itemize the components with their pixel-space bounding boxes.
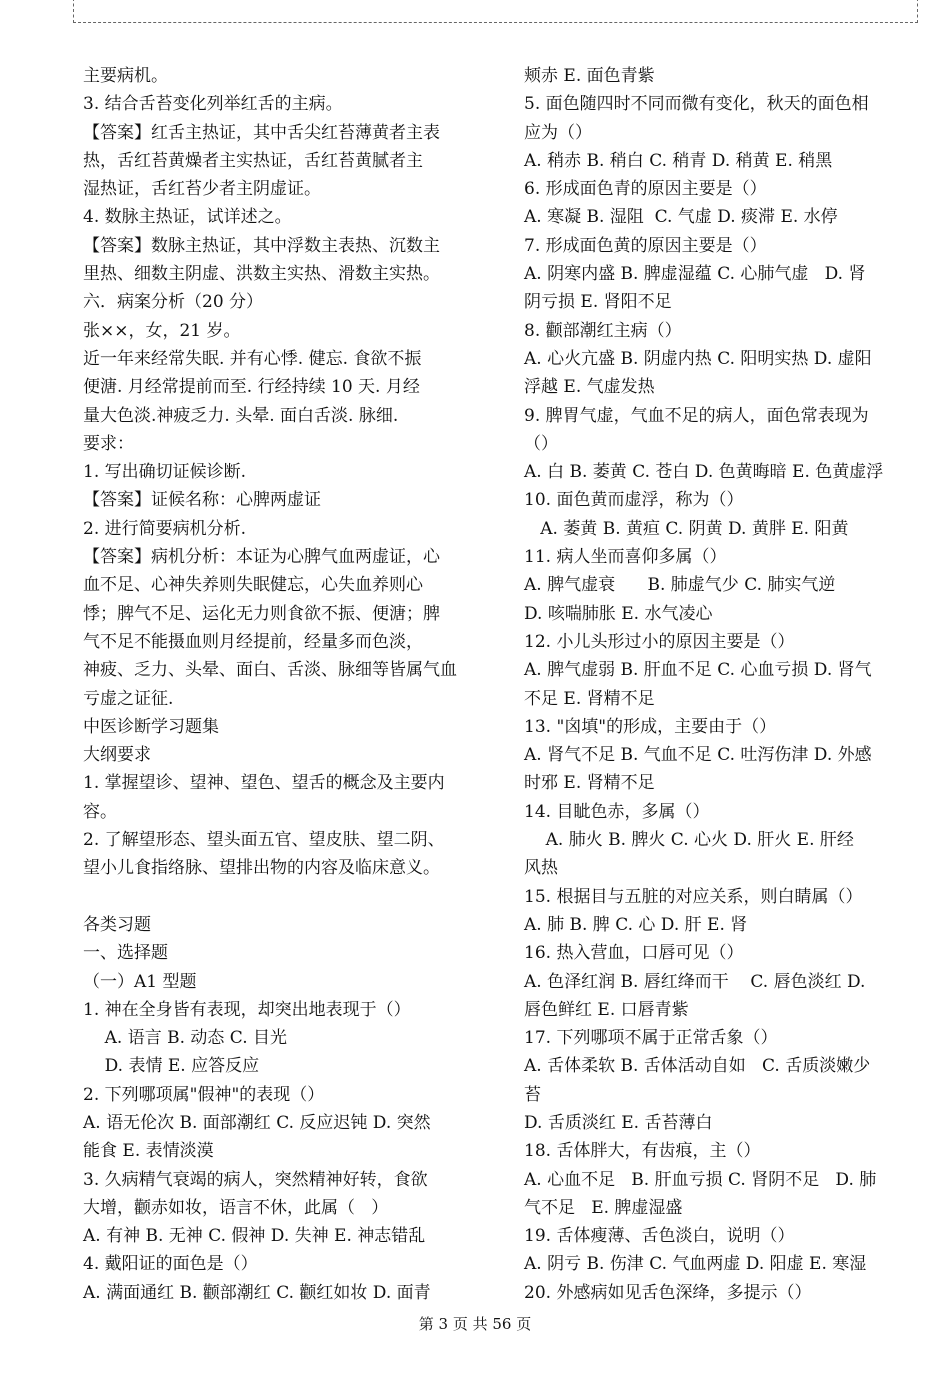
right-column-line: 7. 形成面色黄的原因主要是（） <box>524 235 767 256</box>
right-column-line: A. 白 B. 萎黄 C. 苍白 D. 色黄晦暗 E. 色黄虚浮 <box>524 462 884 483</box>
right-column-line: D. 舌质淡红 E. 舌苔薄白 <box>524 1112 713 1133</box>
right-column-line: 18. 舌体胖大，有齿痕，主（） <box>524 1141 761 1162</box>
left-column-line: 1. 写出确切证候诊断. <box>83 462 247 483</box>
right-column-line: A. 肾气不足 B. 气血不足 C. 吐泻伤津 D. 外感 <box>524 745 872 766</box>
left-column <box>83 62 483 1307</box>
right-column <box>524 62 916 1307</box>
left-column-line: 量大色淡.神疲乏力. 头晕. 面白舌淡. 脉细. <box>83 405 399 426</box>
left-column-line: A. 满面通红 B. 颧部潮红 C. 颧红如妆 D. 面青 <box>83 1282 431 1303</box>
left-column-line: 4. 戴阳证的面色是（） <box>83 1254 258 1275</box>
left-column-line: 张××，女，21 岁。 <box>83 320 241 341</box>
left-column-line: 悸；脾气不足、运化无力则食欲不振、便溏；脾 <box>83 603 440 624</box>
right-column-line: 6. 形成面色青的原因主要是（） <box>524 179 767 200</box>
right-column-line: A. 寒凝 B. 湿阻 C. 气虚 D. 痰滞 E. 水停 <box>524 207 838 228</box>
right-column-line: 不足 E. 肾精不足 <box>524 688 655 709</box>
left-column-line: 六．病案分析（20 分） <box>83 292 264 313</box>
left-column-line: 便溏. 月经常提前而至. 行经持续 10 天. 月经 <box>83 377 420 398</box>
right-column-line: 风热 <box>524 858 558 879</box>
left-column-line: 大增，颧赤如妆，语言不休，此属（ ） <box>83 1197 389 1218</box>
left-column-line: 要求： <box>83 433 134 454</box>
left-column-line: 1. 神在全身皆有表现，却突出地表现于（） <box>83 999 411 1020</box>
left-column-line <box>83 883 483 911</box>
left-column-line: 3. 结合舌苔变化列举红舌的主病。 <box>83 94 343 115</box>
right-column-line: A. 舌体柔软 B. 舌体活动自如 C. 舌质淡嫩少 <box>524 1056 871 1077</box>
page-header-frame <box>73 0 918 23</box>
left-column-line: 血不足、心神失养则失眠健忘，心失血养则心 <box>83 575 423 596</box>
right-column-line: 15. 根据目与五脏的对应关系，则白睛属（） <box>524 886 863 907</box>
left-column-line: 能食 E. 表情淡漠 <box>83 1141 214 1162</box>
right-column-line: 12. 小儿头形过小的原因主要是（） <box>524 631 795 652</box>
left-column-line: 亏虚之证征. <box>83 688 174 709</box>
left-column-line: A. 语言 B. 动态 C. 目光 <box>83 1028 288 1049</box>
left-column-line: 望小儿食指络脉、望排出物的内容及临床意义。 <box>83 858 440 879</box>
right-column-line: A. 色泽红润 B. 唇红绛而干 C. 唇色淡红 D. <box>524 971 866 992</box>
left-column-line: 3. 久病精气衰竭的病人，突然精神好转，食欲 <box>83 1169 428 1190</box>
right-column-line: 苔 <box>524 1084 541 1105</box>
right-column-line: 9. 脾胃气虚，气血不足的病人，面色常表现为 <box>524 405 869 426</box>
right-column-line: A. 脾气虚衰 B. 肺虚气少 C. 肺实气逆 <box>524 575 836 596</box>
right-column-line: 8. 颧部潮红主病（） <box>524 320 682 341</box>
left-column-line: A. 有神 B. 无神 C. 假神 D. 失神 E. 神志错乱 <box>83 1226 426 1247</box>
right-column-line: A. 脾气虚弱 B. 肝血不足 C. 心血亏损 D. 肾气 <box>524 660 872 681</box>
right-column-line: 19. 舌体瘦薄、舌色淡白，说明（） <box>524 1226 795 1247</box>
right-column-line: A. 阴寒内盛 B. 脾虚湿蕴 C. 心肺气虚 D. 肾 <box>524 264 866 285</box>
left-column-line: 【答案】红舌主热证，其中舌尖红苔薄黄者主表 <box>83 122 440 143</box>
right-column-line: 浮越 E. 气虚发热 <box>524 377 655 398</box>
left-column-line: 里热、细数主阴虚、洪数主实热、滑数主实热。 <box>83 264 440 285</box>
right-column-line: A. 心火亢盛 B. 阴虚内热 C. 阳明实热 D. 虚阳 <box>524 348 872 369</box>
right-column-line: 11. 病人坐而喜仰多属（） <box>524 547 727 568</box>
right-column-line: A. 阴亏 B. 伤津 C. 气血两虚 D. 阳虚 E. 寒湿 <box>524 1254 867 1275</box>
left-column-line: 湿热证，舌红苔少者主阴虚证。 <box>83 179 321 200</box>
right-column-line: 阴亏损 E. 肾阳不足 <box>524 292 672 313</box>
left-column-line: 2. 了解望形态、望头面五官、望皮肤、望二阴、 <box>83 830 445 851</box>
left-column-line: D. 表情 E. 应答反应 <box>83 1056 260 1077</box>
left-column-line: 2. 下列哪项属"假神"的表现（） <box>83 1084 325 1105</box>
left-column-line: 【答案】数脉主热证，其中浮数主表热、沉数主 <box>83 235 440 256</box>
right-column-line: 时邪 E. 肾精不足 <box>524 773 655 794</box>
left-column-line: 各类习题 <box>83 914 151 935</box>
right-column-line: A. 肺火 B. 脾火 C. 心火 D. 肝火 E. 肝经 <box>524 830 854 851</box>
left-column-line: 容。 <box>83 801 117 822</box>
right-column-line: 10. 面色黄而虚浮，称为（） <box>524 490 744 511</box>
left-column-line: 4. 数脉主热证，试详述之。 <box>83 207 292 228</box>
right-column-line: 5. 面色随四时不同而微有变化，秋天的面色相 <box>524 94 869 115</box>
left-column-line: 近一年来经常失眠. 并有心悸. 健忘. 食欲不振 <box>83 348 422 369</box>
left-column-line: 【答案】病机分析：本证为心脾气血两虚证，心 <box>83 547 440 568</box>
right-column-line: 17. 下列哪项不属于正常舌象（） <box>524 1028 778 1049</box>
left-column-line: 气不足不能摄血则月经提前，经量多而色淡， <box>83 631 423 652</box>
right-column-line: D. 咳喘肺胀 E. 水气凌心 <box>524 603 713 624</box>
right-column-line: 14. 目眦色赤，多属（） <box>524 801 710 822</box>
right-column-line: A. 心血不足 B. 肝血亏损 C. 肾阴不足 D. 肺 <box>524 1169 877 1190</box>
left-column-line: 中医诊断学习题集 <box>83 716 219 737</box>
page-footer: 第 3 页 共 56 页 <box>418 1315 532 1333</box>
right-column-line: （） <box>524 433 558 454</box>
left-column-line: 热，舌红苔黄燥者主实热证，舌红苔黄腻者主 <box>83 150 423 171</box>
right-column-line: 颊赤 E. 面色青紫 <box>524 66 655 86</box>
left-column-line: （一）A1 型题 <box>83 971 197 992</box>
right-column-line: A. 肺 B. 脾 C. 心 D. 肝 E. 肾 <box>524 914 748 935</box>
left-column-line: 【答案】证候名称：心脾两虚证 <box>83 490 321 511</box>
right-column-line: 20. 外感病如见舌色深绛，多提示（） <box>524 1282 812 1303</box>
left-column-line: 一、选择题 <box>83 943 168 964</box>
right-column-line: A. 稍赤 B. 稍白 C. 稍青 D. 稍黄 E. 稍黑 <box>524 150 833 171</box>
left-column-line: 大纲要求 <box>83 745 151 766</box>
right-column-line: 13. "囟填"的形成，主要由于（） <box>524 716 777 737</box>
left-column-line: 2. 进行简要病机分析. <box>83 518 247 539</box>
right-column-line: 唇色鲜红 E. 口唇青紫 <box>524 999 689 1020</box>
left-column-line: A. 语无伦次 B. 面部潮红 C. 反应迟钝 D. 突然 <box>83 1112 431 1133</box>
left-column-line: 神疲、乏力、头晕、面白、舌淡、脉细等皆属气血 <box>83 660 457 681</box>
right-column-line: 气不足 E. 脾虚湿盛 <box>524 1197 683 1218</box>
right-column-line: A. 萎黄 B. 黄疸 C. 阴黄 D. 黄胖 E. 阳黄 <box>524 518 849 539</box>
right-column-line: 应为（） <box>524 122 592 143</box>
left-column-line: 主要病机。 <box>83 66 168 86</box>
left-column-line: 1. 掌握望诊、望神、望色、望舌的概念及主要内 <box>83 773 445 794</box>
right-column-line: 16. 热入营血，口唇可见（） <box>524 943 744 964</box>
